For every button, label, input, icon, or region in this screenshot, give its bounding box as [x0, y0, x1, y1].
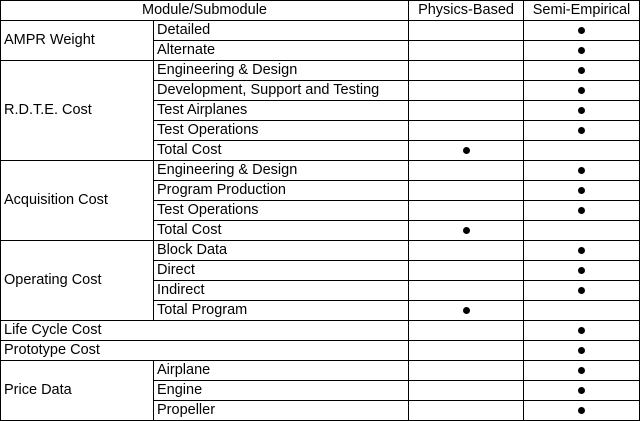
physics-based-cell [409, 321, 524, 341]
physics-based-cell [409, 261, 524, 281]
semi-empirical-cell [524, 381, 640, 401]
check-dot-icon [578, 267, 585, 274]
module-name: Operating Cost [1, 241, 154, 321]
semi-empirical-cell [524, 361, 640, 381]
check-dot-icon [578, 67, 585, 74]
submodule-name: Test Operations [154, 201, 409, 221]
semi-empirical-cell [524, 41, 640, 61]
physics-based-cell [409, 101, 524, 121]
header-module: Module/Submodule [1, 1, 409, 21]
physics-based-cell [409, 61, 524, 81]
check-dot-icon [578, 27, 585, 34]
submodule-name: Block Data [154, 241, 409, 261]
submodule-name: Direct [154, 261, 409, 281]
table-row [1, 21, 640, 41]
semi-empirical-cell [524, 221, 640, 241]
physics-based-cell [409, 221, 524, 241]
submodule-name: Engine [154, 381, 409, 401]
physics-based-cell [409, 181, 524, 201]
check-dot-icon [578, 167, 585, 174]
check-dot-icon [578, 187, 585, 194]
check-dot-icon [578, 207, 585, 214]
semi-empirical-cell [524, 341, 640, 361]
physics-based-cell [409, 361, 524, 381]
check-dot-icon [578, 387, 585, 394]
header-physics-based: Physics-Based [409, 1, 524, 21]
table-row [1, 241, 640, 261]
table-row [1, 361, 640, 381]
submodule-name: Total Cost [154, 141, 409, 161]
check-dot-icon [578, 127, 585, 134]
physics-based-cell [409, 41, 524, 61]
semi-empirical-cell [524, 141, 640, 161]
submodule-name: Development, Support and Testing [154, 81, 409, 101]
module-name: AMPR Weight [1, 21, 154, 61]
semi-empirical-cell [524, 121, 640, 141]
module-name: Acquisition Cost [1, 161, 154, 241]
submodule-name: Program Production [154, 181, 409, 201]
physics-based-cell [409, 401, 524, 421]
physics-based-cell [409, 281, 524, 301]
submodule-name: Alternate [154, 41, 409, 61]
module-name: Life Cycle Cost [1, 321, 409, 341]
check-dot-icon [578, 347, 585, 354]
physics-based-cell [409, 81, 524, 101]
physics-based-cell [409, 241, 524, 261]
module-name: Prototype Cost [1, 341, 409, 361]
table-body [1, 21, 640, 421]
table-row [1, 61, 640, 81]
semi-empirical-cell [524, 241, 640, 261]
semi-empirical-cell [524, 301, 640, 321]
module-name: Price Data [1, 361, 154, 421]
semi-empirical-cell [524, 321, 640, 341]
physics-based-cell [409, 21, 524, 41]
check-dot-icon [578, 287, 585, 294]
semi-empirical-cell [524, 61, 640, 81]
check-dot-icon [578, 87, 585, 94]
check-dot-icon [578, 247, 585, 254]
physics-based-cell [409, 161, 524, 181]
check-dot-icon [578, 367, 585, 374]
submodule-name: Test Airplanes [154, 101, 409, 121]
semi-empirical-cell [524, 401, 640, 421]
submodule-name: Engineering & Design [154, 161, 409, 181]
semi-empirical-cell [524, 81, 640, 101]
submodule-name: Propeller [154, 401, 409, 421]
submodule-name: Detailed [154, 21, 409, 41]
semi-empirical-cell [524, 261, 640, 281]
physics-based-cell [409, 121, 524, 141]
table-row [1, 161, 640, 181]
physics-based-cell [409, 201, 524, 221]
physics-based-cell [409, 381, 524, 401]
semi-empirical-cell [524, 201, 640, 221]
check-dot-icon [463, 227, 470, 234]
submodule-name: Total Program [154, 301, 409, 321]
check-dot-icon [578, 407, 585, 414]
submodule-name: Engineering & Design [154, 61, 409, 81]
header-semi-empirical: Semi-Empirical [524, 1, 640, 21]
semi-empirical-cell [524, 21, 640, 41]
submodule-name: Airplane [154, 361, 409, 381]
check-dot-icon [463, 307, 470, 314]
semi-empirical-cell [524, 281, 640, 301]
physics-based-cell [409, 141, 524, 161]
check-dot-icon [463, 147, 470, 154]
physics-based-cell [409, 301, 524, 321]
module-name: R.D.T.E. Cost [1, 61, 154, 161]
submodule-name: Test Operations [154, 121, 409, 141]
check-dot-icon [578, 327, 585, 334]
semi-empirical-cell [524, 181, 640, 201]
table-row [1, 341, 640, 361]
table-row [1, 321, 640, 341]
semi-empirical-cell [524, 101, 640, 121]
check-dot-icon [578, 107, 585, 114]
semi-empirical-cell [524, 161, 640, 181]
check-dot-icon [578, 47, 585, 54]
submodule-name: Indirect [154, 281, 409, 301]
submodule-name: Total Cost [154, 221, 409, 241]
physics-based-cell [409, 341, 524, 361]
header-row [1, 1, 640, 21]
